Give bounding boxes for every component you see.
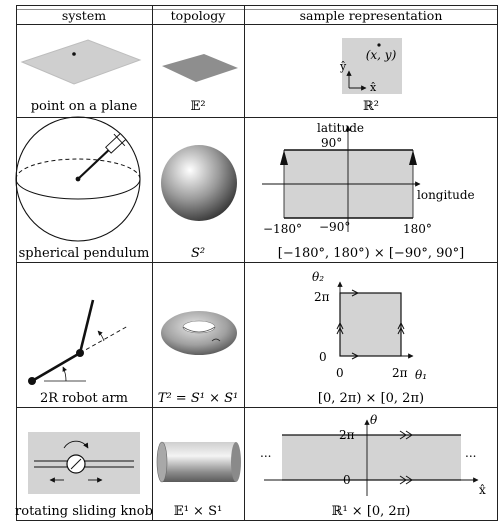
theta2-2pi-label: 2π xyxy=(314,290,330,304)
r2-point-label: (x, y) xyxy=(365,48,397,62)
representation-caption-latlong: [−180°, 180°) × [−90°, 90°] xyxy=(277,246,465,261)
representation-caption-cylinder: ℝ¹ × [0, 2π) xyxy=(331,504,411,519)
sliding-knob-illustration xyxy=(28,432,140,494)
representation-caption-r2: ℝ² xyxy=(362,99,380,114)
system-caption-spherical-pendulum: spherical pendulum xyxy=(18,246,150,261)
cylinder-topology-illustration xyxy=(157,442,241,482)
row-point-on-plane xyxy=(22,38,402,114)
ellipsis-right: ... xyxy=(465,446,477,460)
torus-topology-illustration xyxy=(161,311,237,355)
theta1-2pi-label: 2π xyxy=(392,366,408,380)
latitude-bottom-label: −90° xyxy=(319,220,351,234)
header-system: system xyxy=(61,8,107,23)
ellipsis-left: ... xyxy=(260,446,272,460)
theta-axis-label: θ xyxy=(370,413,378,427)
theta2-zero-label: 0 xyxy=(319,350,327,364)
cylinder-chart xyxy=(264,420,478,496)
system-caption-2r-robot-arm: 2R robot arm xyxy=(39,391,129,406)
row-rotating-sliding-knob xyxy=(15,413,486,519)
longitude-axis-label: longitude xyxy=(417,188,475,202)
latitude-top-label: 90° xyxy=(321,136,343,150)
x-axis-label-knob: x̂ xyxy=(479,483,486,497)
theta1-zero-label: 0 xyxy=(336,366,344,380)
robot-arm-illustration xyxy=(28,300,128,385)
plane-illustration xyxy=(22,40,140,84)
torus-chart xyxy=(337,282,413,359)
theta2-axis-label: θ₂ xyxy=(312,270,325,284)
row-spherical-pendulum xyxy=(16,117,475,261)
theta1-axis-label: θ₁ xyxy=(415,368,428,382)
longitude-right-label: 180° xyxy=(403,222,432,236)
r2-y-axis-label: ŷ xyxy=(340,60,347,73)
r2-x-axis-label: x̂ xyxy=(370,81,377,94)
representation-caption-torus: [0, 2π) × [0, 2π) xyxy=(317,391,425,406)
system-caption-rotating-sliding-knob: rotating sliding knob xyxy=(15,504,153,519)
topology-caption-cylinder: 𝔼¹ × S¹ xyxy=(173,504,223,519)
system-caption-point-on-plane: point on a plane xyxy=(30,99,138,114)
row-2r-robot-arm xyxy=(28,270,427,406)
knob-zero-label: 0 xyxy=(343,473,351,487)
topology-caption-e2: 𝔼² xyxy=(190,99,206,114)
sphere-topology-illustration xyxy=(161,145,237,221)
plane-point xyxy=(72,52,76,56)
pendulum-sphere-illustration xyxy=(16,117,140,241)
r2-point xyxy=(377,43,380,46)
topology-caption-s2: S² xyxy=(190,246,206,261)
plane-topology-illustration xyxy=(162,54,238,82)
header-sample-representation: sample representation xyxy=(299,8,443,23)
header-topology: topology xyxy=(170,8,226,23)
longitude-left-label: −180° xyxy=(263,222,302,236)
knob-2pi-label: 2π xyxy=(339,428,355,442)
topology-caption-torus: T² = S¹ × S¹ xyxy=(157,391,239,406)
latitude-axis-label: latitude xyxy=(317,121,364,135)
